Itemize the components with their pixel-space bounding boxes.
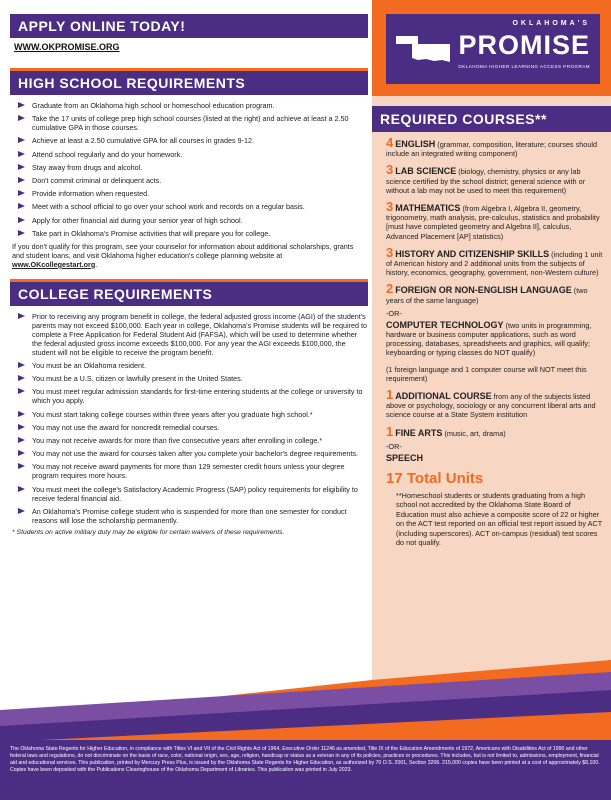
course-history: 3 HISTORY AND CITIZENSHIP SKILLS (including 1 unit of American history and 2 additional units from the subjects of history, economics, geography, government, non-Western culture): [386, 244, 603, 278]
triangle-bullet-icon: [18, 437, 25, 443]
triangle-bullet-icon: [18, 486, 25, 492]
military-footnote: * Students on active military duty may be eligible for certain waivers of these requirements.: [12, 528, 285, 536]
triangle-bullet-icon: [18, 151, 25, 157]
list-item: You must meet regular admission standards for first-time entering students at the college or university to which you apply.: [18, 387, 368, 405]
course-fine-arts: 1 FINE ARTS (music, art, drama): [386, 423, 506, 439]
list-item: Take the 17 units of college prep high school courses (listed at the right) and achieve at least a 2.50 cumulative GPA in those courses.: [18, 114, 368, 132]
course-foreign-language: 2 FOREIGN OR NON-ENGLISH LANGUAGE (two years of the same language): [386, 281, 588, 305]
list-item: Don't commit criminal or delinquent acts.: [18, 176, 368, 185]
triangle-bullet-icon: [18, 217, 25, 223]
triangle-bullet-icon: [18, 463, 25, 469]
list-item: You may not use the award for courses taken after you complete your bachelor's degree requirements.: [18, 449, 368, 458]
triangle-bullet-icon: [18, 164, 25, 170]
logo-name: PROMISE: [458, 30, 590, 60]
triangle-bullet-icon: [18, 102, 25, 108]
list-item: Provide information when requested.: [18, 189, 368, 198]
triangle-bullet-icon: [18, 177, 25, 183]
triangle-bullet-icon: [18, 137, 25, 143]
course-lab-science: 3 LAB SCIENCE (biology, chemistry, physics or any lab science certified by the school district; general science with or without a lab may not be used to meet this requirement): [386, 162, 586, 195]
list-item: You must start taking college courses within three years after you graduate high school.*: [18, 410, 368, 419]
apply-online-heading: APPLY ONLINE TODAY!: [10, 14, 368, 38]
college-requirements-heading: COLLEGE REQUIREMENTS: [10, 279, 368, 306]
course-speech: SPEECH: [386, 452, 424, 463]
required-courses-list: [372, 132, 611, 548]
high-school-requirements-heading: HIGH SCHOOL REQUIREMENTS: [10, 68, 368, 95]
or-separator: -OR-: [386, 308, 402, 318]
legal-disclaimer: The Oklahoma State Regents for Higher Education, in compliance with Titles VI and VII of the Civil Rights Act of 1964, Executive Order 11246 as amended, Title IX of the Education Amendments of 1972, Americans with Disabilities Act of 1990 and other federal laws and regulations, do not discriminate on the basis of race, color, national origin, sex, age, religion, handicap or status as a veteran in any of its policies, practices or procedures. This includes, but is not limited to, admissions, employment, financial aid and educational services. This publication, printed by Mercury Press Plus, is issued by the Oklahoma State Regents for Higher Education, as authorized by 70 O.S. 2001, Section 3206. 215,000 copies have been printed at a cost of approximately $8,100. Copies have been deposited with the Publications Clearinghouse of the Oklahoma Department of Libraries. This publication was printed in July 2023.: [0, 740, 611, 800]
triangle-bullet-icon: [18, 313, 25, 319]
orange-header-block: [372, 0, 611, 96]
triangle-bullet-icon: [18, 424, 25, 430]
triangle-bullet-icon: [18, 115, 25, 121]
logo-top-line: OKLAHOMA'S: [512, 20, 590, 27]
college-requirements-list: [18, 312, 368, 525]
triangle-bullet-icon: [18, 388, 25, 394]
homeschool-note: **Homeschool students or students graduating from a high school not accredited by the Oklahoma State Board of Education must also achieve a composite score of 22 or higher on the ACT test reported on an official test report issued by ACT (including superscores). ACT on-campus (residual) test scores do not qualify.: [396, 491, 603, 548]
list-item: Graduate from an Oklahoma high school or homeschool education program.: [18, 101, 368, 110]
okpromise-link[interactable]: WWW.OKPROMISE.ORG: [14, 42, 120, 52]
oklahoma-state-icon: [396, 36, 450, 62]
list-item: You may not receive award payments for more than 129 semester credit hours unless your degree program requires more hours.: [18, 462, 368, 480]
triangle-bullet-icon: [18, 450, 25, 456]
triangle-bullet-icon: [18, 230, 25, 236]
list-item: Take part in Oklahoma's Promise activities that will prepare you for college.: [18, 229, 368, 238]
scholarship-note: If you don't qualify for this program, see your counselor for information about additional scholarships, grants and student loans, and visit Oklahoma higher education's college planning website at www.OKcollegestart.org.: [12, 241, 354, 269]
list-item: Stay away from drugs and alcohol.: [18, 163, 368, 172]
list-item: You must be a U.S. citizen or lawfully present in the United States.: [18, 374, 368, 383]
list-item: Prior to receiving any program benefit in college, the federal adjusted gross income (AGI) of the student's parents may not exceed $100,000. Each year in college, Oklahoma's Promise students will be required to complete a Free Application for Federal Student Aid (FAFSA), which will be used to determine whether the federal adjusted gross income exceeds $100,000. For any year the AGI exceeds $100,000, the student will not be eligible to receive the program benefit.: [18, 312, 368, 357]
logo-tagline: OKLAHOMA HIGHER LEARNING ACCESS PROGRAM: [458, 64, 590, 69]
course-computer-technology: COMPUTER TECHNOLOGY (two units in programming, hardware or business computer applications, such as word processing, databases, spreadsheets and graphics, will qualify; keyboarding or typing classes do NOT qualify): [386, 319, 592, 358]
triangle-bullet-icon: [18, 203, 25, 209]
high-school-requirements-list: [18, 101, 368, 238]
oklahomas-promise-logo: [386, 14, 600, 84]
total-units: 17 Total Units: [386, 470, 484, 488]
list-item: Achieve at least a 2.50 cumulative GPA for all courses in grades 9-12.: [18, 136, 368, 145]
list-item: Meet with a school official to go over your school work and records on a regular basis.: [18, 202, 368, 211]
decorative-bands: [0, 660, 611, 750]
list-item: You must meet the college's Satisfactory Academic Progress (SAP) policy requirements for eligibility to receive federal financial aid.: [18, 485, 368, 503]
required-courses-heading: REQUIRED COURSES**: [372, 106, 611, 132]
list-item: Attend school regularly and do your homework.: [18, 150, 368, 159]
list-item: Apply for other financial aid during your senior year of high school.: [18, 216, 368, 225]
triangle-bullet-icon: [18, 411, 25, 417]
course-english: 4 ENGLISH (grammar, composition, literature; courses should include an integrated writing component): [386, 135, 598, 159]
triangle-bullet-icon: [18, 375, 25, 381]
list-item: You may not receive awards for more than five consecutive years after enrolling in college.*: [18, 436, 368, 445]
right-column: [372, 0, 611, 680]
list-item: An Oklahoma's Promise college student who is suspended for more than one semester for conduct reasons will lose the scholarship permanently.: [18, 507, 368, 525]
course-mathematics: 3 MATHEMATICS (from Algebra I, Algebra II, geometry, trigonometry, math analysis, pre-calculus, statistics and probability [must have completed geometry and Algebra II], calculus, Advanced Placement [AP] statistics): [386, 199, 600, 241]
triangle-bullet-icon: [18, 508, 25, 514]
list-item: You must be an Oklahoma resident.: [18, 361, 368, 370]
course-additional: 1 ADDITIONAL COURSE from any of the subjects listed above or psychology, sociology or any concurrent liberal arts and science course at a State System institution: [386, 387, 596, 420]
list-item: You may not use the award for noncredit remedial courses.: [18, 423, 368, 432]
computer-note: (1 foreign language and 1 computer course will NOT meet this requirement): [386, 364, 587, 383]
triangle-bullet-icon: [18, 190, 25, 196]
or-separator: -OR-: [386, 441, 402, 451]
triangle-bullet-icon: [18, 362, 25, 368]
okcollegestart-link[interactable]: www.OKcollegestart.org: [12, 259, 96, 269]
